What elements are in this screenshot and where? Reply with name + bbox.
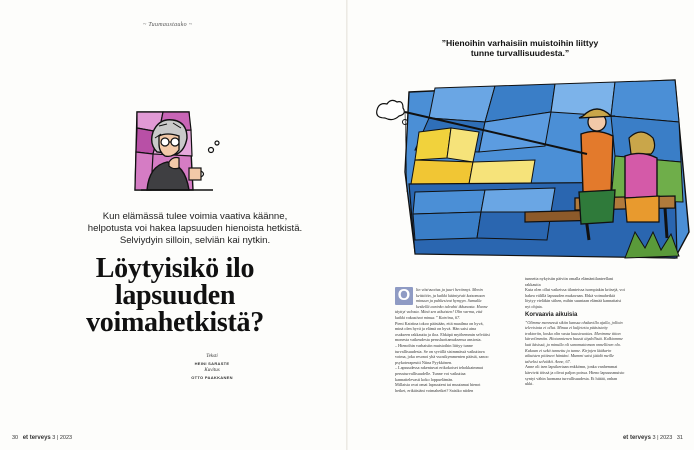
col1-paragraph-2: Pieni Katriina tokoo päästään, että maailma on hyvä, minä olen hyvä ja elämä on hyvä. Hän saisi aina osakseen rakkautta ja iloa. Ehkäpä myöhemmin selviäisi monesta vaikeudesta perusluottamuksensa ansiosta. [395, 320, 490, 343]
illustrator-name: OTTO PAAKKANEN [191, 375, 233, 380]
byline [172, 353, 252, 381]
thinking-woman-illustration [133, 110, 223, 194]
col2-paragraph-1: tunnetta nykyisiin päiviin omalla elämäntilanteellani rakkautta [525, 276, 614, 287]
subheading: Korvaavia aikuisia [525, 311, 578, 318]
fishing-couple-mosaic-illustration [375, 72, 693, 262]
footer-right [623, 435, 683, 441]
col1-paragraph-5: Millaisia ovat omat lapsuuteni tai muutamat hienot hetket, erikäisiäni voimahetket? Saisiko niiden [395, 382, 481, 393]
body-column-2 [525, 276, 625, 387]
body-column-1 [395, 287, 491, 393]
page-number-right: 31 [676, 435, 683, 441]
lead-paragraph: Kun elämässä tulee voimia vaativa käänne, helpotusta voi hakea lapsuuden hienoista hetkistä. Selviydyin silloin, selviän kai nytkin. [87, 211, 303, 246]
right-page [347, 0, 694, 450]
col1-paragraph-1: lin viisivuotias ja juuri herännyt. Menin keittiöön, ja kaikki kääntyivät katsomaan minuun ja puhkesivat hymyyn. Samalla keskellä aurinko tulvahti ikkunasta. Huone täyttyi valosta. Minä sen aikuisten! Olin varma, että kaikki rakastivat minua.” Katriina, 67. [395, 287, 488, 320]
magazine-name-right: et terveys [622, 435, 651, 441]
issue-number-right: 3 | 2023 [652, 435, 673, 441]
col1-paragraph-4: – Lapsuudessa rakentuvat erikokoiset tehokkaimmat perusturvallisuudelle. Tunne voi vaikuttaa kannattelevasti koko loppuelämän. [395, 365, 483, 382]
illustration-credit-label: Kuvitus [204, 368, 220, 373]
text-credit-label: Teksti [206, 354, 218, 359]
article-headline: Löytyisikö ilo lapsuuden voimahetkistä? [86, 253, 264, 338]
col2-paragraph-3: ”Olimme mennessä sikiin kanssa ohskavilla ajalla, jolloin televisiota ei ollut. Minua ei kuljetettu pääsistetty traktoriin, koska olin vasta kuusivuotias. Menimme tiiton kärvelimmiin. Hiotunnienen huusti täydellistä. Kulkiomme kuti käsissä, ja minulla oli sanomattoman onnellinen olo. Kukaan ei sekä tunnettu ja tunne. Kirjojen lääkarin aikuisten pitäneet häntäni. Mummi saisi jäädä meille talveksi selviäkii. Anne, 67. [525, 319, 623, 364]
footer-left [12, 435, 72, 441]
col1-paragraph-3: – Hienoihin varhaisiin muistoihin liittyy tunne turvallisuudesta. Se on syvällä sisimmässä vaikuttava voima, joka resonoi yhä vuosikymmenten päästä, sanoo psykoterapeutti Niina Pyykkönen. [395, 342, 489, 365]
col2-paragraph-4: Anne oli isen lapsikertaan enkkömn, jonka vanhemmat kärvivät töissä ja olivat paljon poissa. Hieno lapsuusmuisto syntyi vähin luomana turvallisuudesta. Et hiitää, onhan ukki. [525, 364, 625, 387]
dropcap: O [395, 287, 413, 305]
page-number: 30 [12, 435, 19, 441]
magazine-name: et terveys [22, 435, 51, 441]
section-label: ~ Tuumaustauko ~ [143, 22, 193, 28]
issue-number: 3 | 2023 [52, 435, 73, 441]
pull-quote: ”Hienoihin varhaisiin muistoihin liittyy tunne turvallisuudesta.” [441, 38, 599, 58]
col2-paragraph-2: Kuta olen ollut vaikeissa tilanteissa isompiakin kriisejä, voi hakea välillä lapsuuden mukavaan. Ehkä voimahetkiä löytyy vieläkin siihen, mihin suuntaan elämää kannattaisi nyt ohjata. [525, 287, 625, 309]
author-name: HEINI SARASTE [194, 361, 230, 366]
